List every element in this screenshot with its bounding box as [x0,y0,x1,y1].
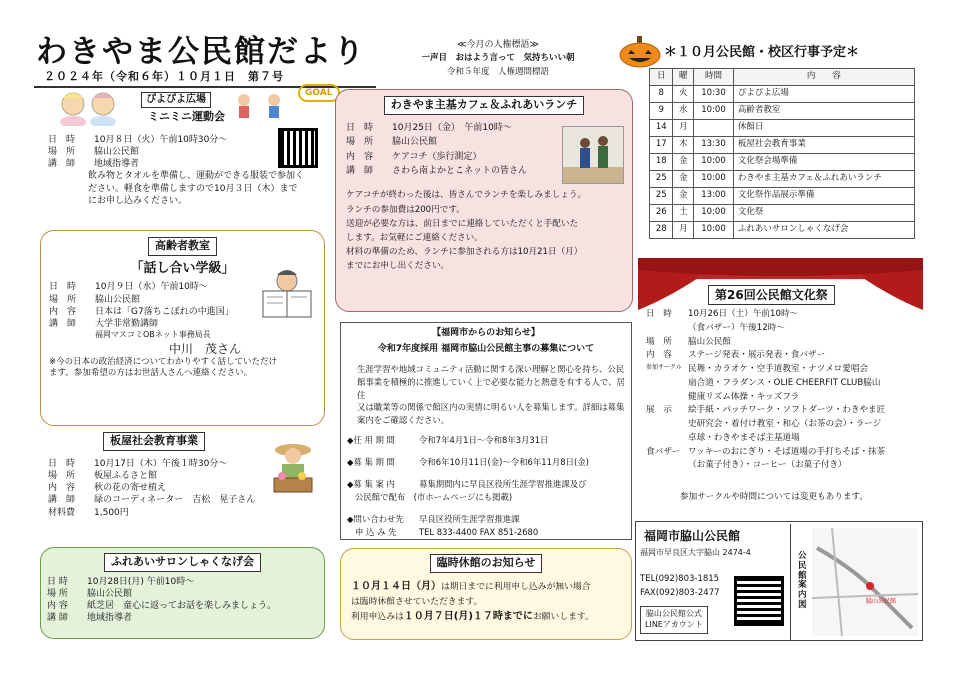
itaya-line-fee [48,507,255,519]
schedule-day: 9 [650,103,673,120]
fest-line [646,308,885,322]
reading-newspaper-illustration [259,269,315,321]
schedule-weekday: 土 [673,205,694,222]
newsletter-title: わきやま公民館だより [36,34,366,70]
recruitment-notice [340,322,632,540]
schedule-day: 18 [650,154,673,171]
salon-line-place [47,588,324,600]
fest-tag: 第26回公民館文化祭 [708,285,835,305]
schedule-row [650,171,915,188]
fest-line [646,336,885,350]
area-map[interactable] [812,528,918,636]
paragraph-line: ケアコチが終わった後は、皆さんでランチを楽しみましょう。 [346,190,587,201]
label: 日 時 [48,135,76,145]
value: 日本は「G7落ちこぼれの中進国」 [95,306,234,317]
label [646,377,688,391]
notice-body [347,363,625,426]
closure-date: １０月１４日（月） [351,580,441,592]
hall-fax: FAX(092)803-2477 [640,588,720,598]
value: 秋の花の寄せ植え [94,483,167,494]
schedule-table [649,68,915,239]
value: 10月28日(月) 午前10時～ [87,576,195,587]
paragraph-line: 送迎が必要な方は、前日までに連絡していただくと手配いた [346,218,579,229]
map-marker-label: 脇山公民館 [866,598,897,605]
schedule-weekday: 金 [673,154,694,171]
note-line: にお申し込みください。 [88,195,188,206]
notice-item-period [347,456,625,469]
closure-line: お願いします。 [532,611,594,622]
paragraph-line: ランチの参加費は200円です。 [346,204,465,215]
label: 場 所 [48,471,76,482]
babies-illustration [55,90,125,126]
value: 民舞・カラオケ・空手道教室・ナツメロ愛唱会 [688,364,869,374]
value: 絵手紙・パッチワーク・ソフトダーツ・わきやま匠 [688,405,886,416]
label: ◆問い合わせ先 [347,514,404,525]
label: 日 時 [646,309,672,319]
value: ステージ発表・展示発表・食バザー [688,350,826,361]
fest-details [646,308,885,473]
schedule-time: 10:00 [694,205,734,222]
label: 内 容 [646,350,672,361]
salon-line-lecturer [47,612,324,624]
label: 場 所 [646,336,672,347]
piyo-tag-label: ぴよぴよ広場 [141,92,211,108]
contact-box [635,521,923,641]
value: （お菓子付き）・コーヒー（お菓子付き） [688,460,847,471]
label: 内 容 [47,601,68,612]
value: 募集期間内に早良区役所生涯学習推進課及び [419,479,587,490]
schedule-weekday: 火 [673,86,694,103]
closure-section [340,548,632,640]
schedule-col-time: 時間 [694,69,734,86]
line-label: LINEアカウント [645,619,703,629]
schedule-day: 14 [650,120,673,137]
label: 内 容 [49,306,77,317]
notice-items [347,434,625,539]
itaya-tag: 板屋社会教育事業 [103,432,205,451]
value: さわら南よかとこネットの皆さん [392,166,528,177]
value: 健康リズム体操・キッズフラ [688,391,800,402]
body-line: 案内をご確認ください。 [357,414,450,425]
value: 地域指導者 [94,159,140,170]
schedule-row [650,120,915,137]
schedule-time: 10:30 [694,86,734,103]
value: 脇山公民館 [94,147,140,158]
piyo-note [48,170,304,206]
elder-subtitle: 「話し合い学級」 [130,260,235,276]
schedule-day: 25 [650,188,673,205]
body-line: 又は職業等の関係で館区内の実情に明るい人を募集します。詳細は募集 [357,402,625,413]
value: 脇山公民館 [392,137,438,148]
notice-head: 【福岡市からのお知らせ】 [432,328,540,338]
itaya-line-lecturer [48,494,255,506]
cafe-section [335,89,633,312]
label [646,459,688,473]
elder-section [40,230,325,426]
label: 材料費 [48,507,76,518]
schedule-row [650,154,915,171]
motto-box [383,38,613,80]
schedule-col-weekday: 曜 [673,69,694,86]
elder-org: 福岡マスコミOBネット事務局長 [95,329,211,339]
note-line: ださい。軽食を準備しますので10月３日（木）まで [88,183,298,194]
label: 日 時 [49,282,77,293]
value: 卓球・わきやまそば主基道場 [688,432,800,443]
itaya-line-place [48,470,255,482]
fest-line [646,322,885,336]
itaya-details [48,458,255,519]
piyo-line-date [48,134,304,146]
schedule-time: 10:00 [694,154,734,171]
schedule-weekday: 金 [673,188,694,205]
schedule-weekday: 月 [673,120,694,137]
value: 脇山公民館 [95,294,141,305]
schedule-time: 10:00 [694,171,734,188]
note-line: 飲み物とタオルを準備し、運動ができる服装で参加く [88,171,305,182]
label: 参加サークル [646,364,682,371]
schedule-col-day: 日 [650,69,673,86]
schedule-time: 13:30 [694,137,734,154]
value: 史研究会・着付け教室・和心（お茶の会）・ラージ [688,419,882,429]
label: 場 所 [47,588,68,599]
paragraph-line: 材料の準備のため、ランチに参加される方は10月21日（月） [346,247,583,258]
elder-tag: 高齢者教室 [148,237,217,256]
label: ◆募 集 案 内 [347,479,395,490]
fest-line [646,418,885,432]
schedule-time: 10:00 [694,222,734,239]
schedule-content: ぴよぴよ広場 [733,86,914,103]
body-line: 生涯学習や地域コミュニティ活動に関する深い理解と関心を持ち、公民 [357,364,625,375]
fest-line [646,446,885,460]
note-line: ます。参加希望の方はお世話人さんへ連絡ください。 [49,368,253,379]
schedule-day: 8 [650,86,673,103]
motto-source: 令和５年度 人権週間標語 [446,66,549,77]
notice-guide-cont: 公民館で配布 (市ホームページにも掲載) [355,492,513,503]
schedule-title: ＊１０月公民館・校区行事予定＊ [664,45,860,60]
fest-line [646,363,885,377]
schedule-content: 高齢者教室 [733,103,914,120]
value: 扇合道・フラダンス・OLIE CHEERFIT CLUB脇山 [688,377,881,388]
paragraph-line: までにお申し出ください。 [346,261,450,272]
closure-line: は期日までに利用申し込みが無い場合 [441,581,591,592]
motto-line: 一声目 おはよう言って 気持ちいい朝 [421,53,575,64]
schedule-day: 17 [650,137,673,154]
hall-address: 福岡市早良区大字脇山 2474-4 [640,548,751,557]
schedule-weekday: 月 [673,222,694,239]
salon-details [41,576,324,625]
itaya-line-date [48,458,255,470]
label: 日 時 [47,576,68,587]
label: 日 時 [48,459,76,469]
label: 講 師 [48,159,76,170]
schedule-content: ふれあいサロンしゃくなげ会 [733,222,914,239]
piyo-line-lecturer [48,158,304,170]
issue-date: ２０２４年（令和６年）１０月１日 第７号 [44,70,284,83]
map-label: 公民館案内図 [798,551,807,610]
label: 食バザー [646,446,681,457]
schedule-content: 文化祭 [733,205,914,222]
pumpkin-icon [618,36,662,68]
label: ◆募 集 期 間 [347,457,395,468]
value: 10月25日（金） 午前10時～ [392,122,512,133]
label: 講 師 [49,318,77,329]
value: （食バザー）午後12時～ [688,322,785,333]
piyo-title: ミニミニ運動会 [148,110,225,123]
label: 日 時 [346,122,374,133]
schedule-content: 文化祭会場準備 [733,154,914,171]
schedule-row [650,188,915,205]
piyo-tag [141,92,211,108]
elder-lecturer-name: 中川 茂さん [169,341,242,356]
schedule-row [650,86,915,103]
schedule-weekday: 水 [673,103,694,120]
salon-line-date [47,576,324,588]
divider [790,524,791,640]
fest-tag-wrap [708,285,835,305]
label: 講 師 [346,166,374,177]
label: 講 師 [48,495,76,506]
salon-line-content [47,600,324,612]
schedule-day: 28 [650,222,673,239]
value: 令和6年10月11日(金)～令和6年11月8日(金) [419,457,589,468]
value: 緑のコーディネーター 吉松 晃子さん [94,495,256,506]
value: 大学非常勤講師 [95,318,159,329]
schedule-time: 13:00 [694,188,734,205]
value: 紙芝居 童心に返ってお話を楽しみましょう。 [87,601,277,612]
cafe-tag: わきやま主基カフェ＆ふれあいランチ [384,96,584,115]
schedule-content: 休館日 [733,120,914,137]
closure-deadline: １０月７日(月)１７時までに [403,610,533,622]
label: 内 容 [48,483,76,494]
schedule-header-row [650,69,915,86]
note-line: ※今の日本の政治経済についてわかりやすく話していただけ [49,356,277,367]
label: 展 示 [646,405,672,416]
label [646,432,688,446]
cafe-text [336,178,632,273]
notice-item-apply [347,526,625,539]
notice-item-term [347,434,625,447]
schedule-time [694,120,734,137]
closure-line: は臨時休館させていただきます。 [351,596,483,607]
schedule-row [650,103,915,120]
value: 10月８日（火）午前10時30分～ [94,135,228,145]
closure-text [341,573,631,625]
value: 10月26日（土）午前10時～ [688,309,799,319]
value: 1,500円 [94,507,129,518]
fest-line [646,459,885,473]
notice-title: 令和7年度採用 福岡市脇山公民館主事の募集について [377,344,595,355]
fest-line [646,432,885,446]
closure-tag: 臨時休館のお知らせ [430,554,543,573]
schedule-col-content: 内 容 [733,69,914,86]
gardener-illustration [268,440,318,496]
label: ◆任 用 期 間 [347,435,395,446]
line-qr-code[interactable] [734,576,784,626]
label: 場 所 [49,294,77,305]
fest-line [646,349,885,363]
hall-name: 福岡市脇山公民館 [644,529,741,543]
goal-sign: GOAL [298,84,340,102]
closure-line: 利用申込みは [351,611,404,622]
label: 申 込 み 先 [355,527,397,538]
value: 脇山公民館 [87,588,133,599]
label [646,391,688,405]
schedule-time: 10:00 [694,103,734,120]
value: 令和7年4月1日～令和8年3月31日 [419,435,549,446]
label: 講 師 [47,613,68,624]
value: ケアコチ（歩行測定） [392,151,482,162]
schedule-content: 板屋社会教育事業 [733,137,914,154]
label [646,322,688,336]
label: 場 所 [48,147,76,158]
value: 地域指導者 [87,613,133,624]
label [646,418,688,432]
value: 脇山公民館 [688,336,731,347]
schedule-row [650,137,915,154]
label: 内 容 [346,151,374,162]
fest-line [646,404,885,418]
salon-tag: ふれあいサロンしゃくなげ会 [104,553,261,572]
schedule-day: 25 [650,171,673,188]
walking-test-photo [562,126,624,184]
hall-phone[interactable]: TEL(092)803-1815 [640,574,720,584]
fest-line [646,391,885,405]
notice-item-contact [347,513,625,526]
value: 10月９日（水）午前10時～ [95,282,208,293]
schedule-row [650,205,915,222]
schedule-row [650,222,915,239]
line-account-label [640,606,708,634]
line-label: 脇山公民館公式 [645,609,702,618]
schedule-weekday: 木 [673,137,694,154]
fest-note: 参加サークルや時間については変更もあります。 [680,492,868,502]
fest-line [646,377,885,391]
schedule-content: 文化祭作品展示準備 [733,188,914,205]
value: ワッキーのおにぎり・そば道場の手打ちそば・抹茶 [688,446,886,457]
piyo-details [48,134,304,207]
piyo-line-place [48,146,304,158]
value: 早良区役所生涯学習推進課 [419,514,520,525]
label: 場 所 [346,137,374,148]
kids-running-illustration [232,92,292,126]
itaya-line-content [48,482,255,494]
salon-section [40,547,325,639]
schedule-content: わきやま主基カフェ＆ふれあいランチ [733,171,914,188]
itaya-tag-wrap [103,432,205,451]
value: 10月17日（木）午後１時30分～ [94,459,228,469]
body-line: 館事業を積極的に推進していく上で必要な能力と熱意を有する人で、居住 [357,376,625,400]
schedule-weekday: 金 [673,171,694,188]
motto-heading: ≪今月の人権標語≫ [457,40,539,50]
value: TEL 833-4400 FAX 851-2680 [419,527,539,538]
schedule-day: 26 [650,205,673,222]
notice-item-guide [347,478,625,491]
paragraph-line: します。お気軽にご連絡ください。 [346,232,483,243]
value: 板屋ふるさと館 [94,471,158,482]
